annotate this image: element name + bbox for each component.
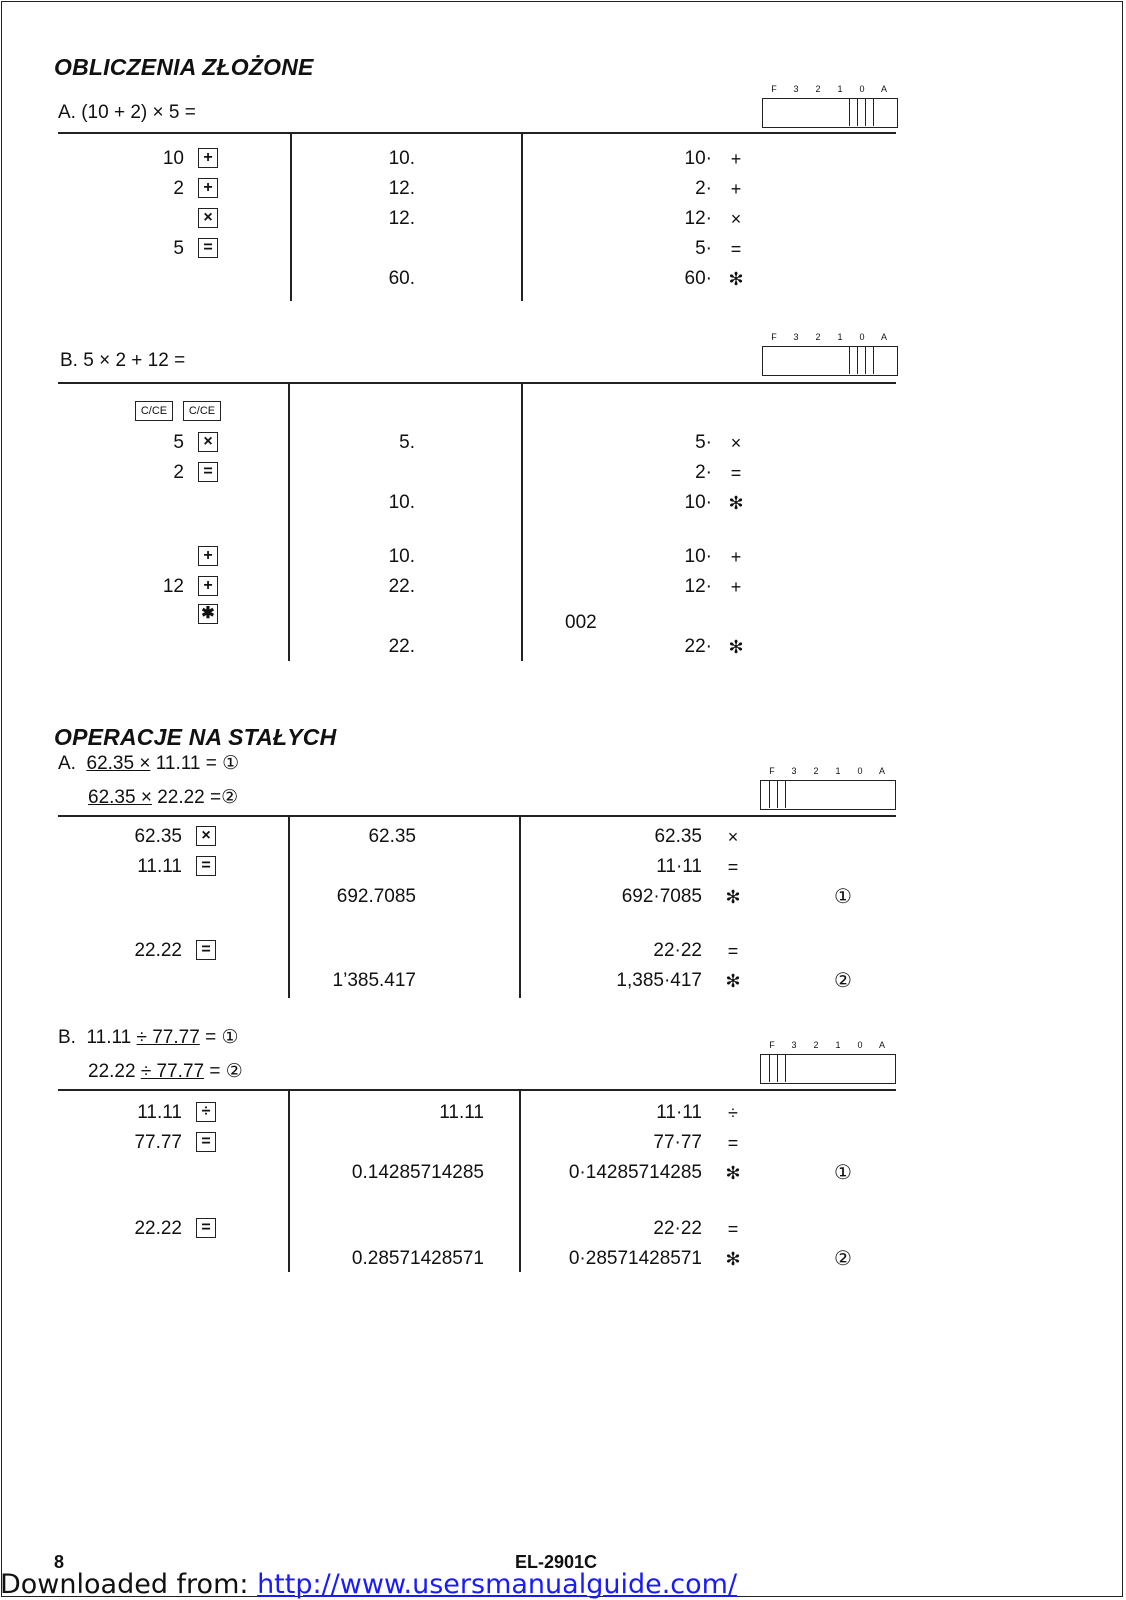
calc-key: × [198, 208, 218, 228]
printed-symbol: ✻ [725, 1249, 741, 1269]
printed-symbol: ✻ [728, 637, 744, 657]
entry-value: 11.11 [137, 856, 182, 877]
printed-symbol: ✻ [725, 1163, 741, 1183]
display-value: 11.11 [439, 1102, 484, 1123]
printed-symbol: × [730, 209, 742, 229]
printed-symbol: × [730, 433, 742, 453]
example-c-line2: 62.35 × 22.22 =② [88, 787, 239, 808]
section-heading-constants: OPERACJE NA STAŁYCH [54, 724, 337, 750]
calc-key: + [198, 576, 218, 596]
display-value: 10. [388, 546, 415, 567]
calc-key: = [198, 238, 218, 258]
decimal-switch-c [760, 766, 896, 810]
printed-value: 62.35 [654, 826, 702, 847]
entry-value: 10 [162, 148, 184, 169]
printed-value: 692·7085 [621, 886, 702, 907]
printed-value: 10· [684, 546, 712, 567]
display-value: 10. [388, 492, 415, 513]
section-heading-complex: OBLICZENIA ZŁOŻONE [54, 54, 314, 80]
printed-symbol: ✻ [728, 493, 744, 513]
decimal-switch-d [760, 1040, 896, 1084]
table-rule [58, 1089, 896, 1091]
calc-key: = [196, 856, 216, 876]
printed-value: 22·22 [653, 1218, 702, 1239]
entry-value: 5 [173, 238, 184, 259]
switch-labels: F 3 2 1 0 A [771, 84, 887, 94]
printed-symbol: + [730, 179, 742, 199]
printed-symbol: = [727, 941, 739, 961]
calc-key: + [198, 178, 218, 198]
clear-key: C/CE [135, 401, 173, 421]
calc-key: × [196, 826, 216, 846]
display-value: 22. [388, 636, 415, 657]
model-name: EL-2901C [515, 1552, 598, 1572]
printed-value: 77·77 [653, 1132, 702, 1153]
printed-value: 10· [684, 148, 712, 169]
display-value: 0.14285714285 [351, 1162, 484, 1183]
table-rule [58, 132, 896, 134]
column-divider [288, 383, 290, 661]
printed-value: 2· [695, 178, 712, 199]
display-value: 1’385.417 [332, 970, 416, 991]
display-value: 12. [388, 208, 415, 229]
printed-symbol: ÷ [728, 1103, 738, 1123]
printed-value: 11·11 [656, 1102, 702, 1123]
example-c-line1: A. 62.35 × 11.11 = ① [58, 753, 240, 774]
printed-value: 11·11 [656, 856, 702, 877]
switch-box [760, 780, 896, 810]
printed-symbol: ✻ [725, 971, 741, 991]
decimal-switch-b [762, 332, 898, 376]
printed-value: 0·14285714285 [568, 1162, 702, 1183]
display-value: 692.7085 [336, 886, 416, 907]
printed-value: 1,385·417 [616, 970, 702, 991]
entry-value: 77.77 [134, 1132, 182, 1153]
entry-value: 2 [173, 178, 184, 199]
entry-value: 22.22 [134, 1218, 182, 1239]
display-value: 5. [399, 432, 415, 453]
entry-value: 2 [173, 462, 184, 483]
switch-box [760, 1054, 896, 1084]
example-d-line2: 22.22 ÷ 77.77 = ② [88, 1061, 243, 1082]
display-value: 62.35 [368, 826, 416, 847]
column-divider [521, 383, 523, 661]
printed-value: 5· [695, 238, 712, 259]
calc-key: = [196, 940, 216, 960]
printed-symbol: + [730, 547, 742, 567]
example-b-title: B. 5 × 2 + 12 = [60, 350, 186, 371]
switch-labels: F 3 2 1 0 A [769, 1040, 885, 1050]
printed-symbol: × [727, 827, 739, 847]
printed-value: 10· [684, 492, 712, 513]
table-rule [58, 815, 896, 817]
printed-value: 12· [684, 208, 712, 229]
printed-symbol: = [730, 463, 742, 483]
switch-labels: F 3 2 1 0 A [769, 766, 885, 776]
printed-symbol: ✻ [725, 887, 741, 907]
printed-value: 12· [684, 576, 712, 597]
display-value: 60. [388, 268, 415, 289]
printed-symbol: + [730, 577, 742, 597]
printed-value: 2· [695, 462, 712, 483]
switch-box [762, 98, 898, 128]
entry-value: 11.11 [137, 1102, 182, 1123]
calc-key: = [196, 1132, 216, 1152]
calc-key: × [198, 432, 218, 452]
entry-value: 22.22 [134, 940, 182, 961]
printed-symbol: = [730, 239, 742, 259]
result-marker: ② [834, 1248, 852, 1270]
entry-value: 5 [173, 432, 184, 453]
printed-symbol: = [727, 857, 739, 877]
calc-key: + [198, 148, 218, 168]
result-marker: ① [834, 1162, 852, 1184]
calc-key: + [198, 546, 218, 566]
printed-value: 22·22 [653, 940, 702, 961]
display-value: 12. [388, 178, 415, 199]
page-number: 8 [54, 1552, 65, 1572]
entry-value: 62.35 [134, 826, 182, 847]
printed-value: 5· [695, 432, 712, 453]
clear-key: C/CE [183, 401, 221, 421]
printed-symbol: + [730, 149, 742, 169]
printed-value: 0·28571428571 [568, 1248, 702, 1269]
decimal-switch-a [762, 84, 898, 128]
calc-key: = [196, 1218, 216, 1238]
result-marker: ② [834, 970, 852, 992]
display-value: 10. [388, 148, 415, 169]
calc-key: ÷ [196, 1102, 216, 1122]
example-d-line1: B. 11.11 ÷ 77.77 = ① [58, 1027, 239, 1048]
printed-symbol: = [727, 1133, 739, 1153]
item-count: 002 [565, 612, 597, 633]
switch-labels: F 3 2 1 0 A [771, 332, 887, 342]
table-rule [58, 382, 896, 384]
printed-symbol: = [727, 1219, 739, 1239]
printed-value: 60· [684, 268, 712, 289]
printed-symbol: ✻ [728, 269, 744, 289]
download-link[interactable]: http://www.usersmanualguide.com/ [257, 1569, 738, 1600]
entry-value: 12 [162, 576, 184, 597]
printed-value: 22· [684, 636, 712, 657]
calc-key: = [198, 462, 218, 482]
example-a-title: A. (10 + 2) × 5 = [58, 102, 196, 123]
download-source: Downloaded from: http://www.usersmanualguide.com/ [0, 1569, 738, 1600]
calc-key: ✱ [198, 604, 218, 624]
result-marker: ① [834, 886, 852, 908]
display-value: 22. [388, 576, 415, 597]
switch-box [762, 346, 898, 376]
display-value: 0.28571428571 [351, 1248, 484, 1269]
